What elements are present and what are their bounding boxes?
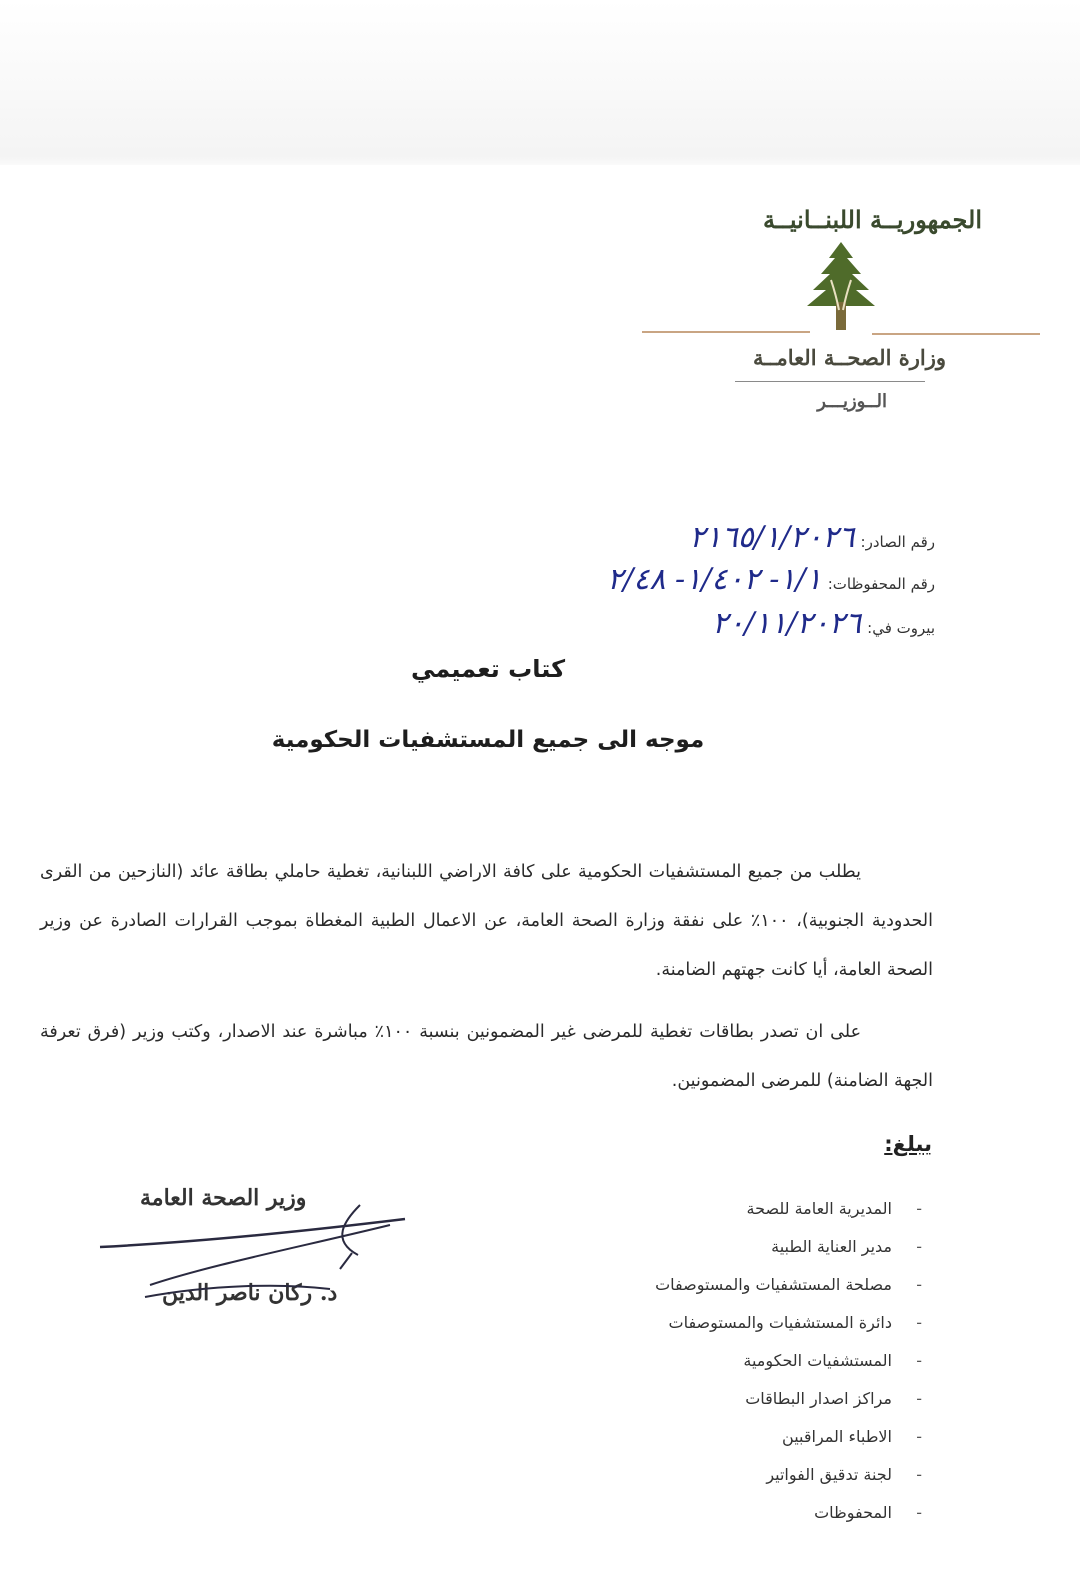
list-item: - مراكز اصدار البطاقات bbox=[655, 1380, 892, 1418]
ministry-heading: وزارة الصحــة العامــة bbox=[752, 345, 946, 370]
archive-number-row bbox=[607, 562, 935, 597]
list-item: - المستشفيات الحكومية bbox=[655, 1342, 892, 1380]
date-row bbox=[712, 606, 935, 641]
archive-number-value: ١/١- ١/٤٠٢- ٢/٤٨ bbox=[606, 562, 822, 597]
body-paragraph-2: على ان تصدر بطاقات تغطية للمرضى غير المضمونين بنسبة ١٠٠٪ مباشرة عند الاصدار، وكتب وزير (فرق تعرفة الجهة الضامنة) للمرضى المضمونين. bbox=[40, 1022, 933, 1091]
letterhead-rule-left bbox=[642, 331, 810, 333]
document-title: كتاب تعميمي bbox=[410, 655, 566, 683]
signature-title: وزير الصحة العامة bbox=[140, 1185, 307, 1211]
list-item: - دائرة المستشفيات والمستوصفات bbox=[655, 1304, 892, 1342]
cedar-emblem-icon bbox=[793, 240, 889, 336]
ministry-underline bbox=[735, 381, 925, 382]
letterhead-rule-right bbox=[872, 333, 1040, 335]
body-paragraph-1: يطلب من جميع المستشفيات الحكومية على كافة الاراضي اللبنانية، تغطية حاملي بطاقة عائد (النازحين من القرى الحدودية الجنوبية)، ١٠٠٪ على نفقة وزارة الصحة العامة، عن الاعمال الطبية المغطاة بموجب القرارات الصادرة عن وزير الصحة العامة، أيا كانت جهتهم الضامنة. bbox=[40, 862, 934, 980]
distribution-list bbox=[655, 1190, 892, 1532]
issued-number-value: ٢١٦٥/١/٢٠٢٦ bbox=[689, 520, 855, 555]
date-value: ٢٠/١١/٢٠٢٦ bbox=[712, 606, 862, 641]
signature-name: د. ركان ناصر الدين bbox=[162, 1280, 338, 1306]
minister-label: الــوزيـــر bbox=[817, 391, 887, 412]
archive-number-label: رقم المحفوظات: bbox=[827, 575, 935, 593]
list-item: - مصلحة المستشفيات والمستوصفات bbox=[655, 1266, 892, 1304]
list-item: - المحفوظات bbox=[655, 1494, 892, 1532]
list-item: - الاطباء المراقبين bbox=[655, 1418, 892, 1456]
date-label: بيروت في: bbox=[867, 619, 935, 637]
issued-number-row bbox=[689, 520, 935, 555]
handwritten-signature bbox=[90, 1185, 420, 1315]
document-addressee: موجه الى جميع المستشفيات الحكومية bbox=[271, 727, 705, 753]
list-item: - لجنة تدقيق الفواتير bbox=[655, 1456, 892, 1494]
distribution-heading: يبلغ: bbox=[884, 1132, 932, 1156]
list-item: - المديرية العامة للصحة bbox=[655, 1190, 892, 1228]
list-item: - مدير العناية الطبية bbox=[655, 1228, 892, 1266]
issued-number-label: رقم الصادر: bbox=[860, 533, 935, 551]
scan-shadow bbox=[0, 0, 1080, 165]
republic-heading: الجمهوريــة اللبنــانيــة bbox=[763, 205, 982, 234]
